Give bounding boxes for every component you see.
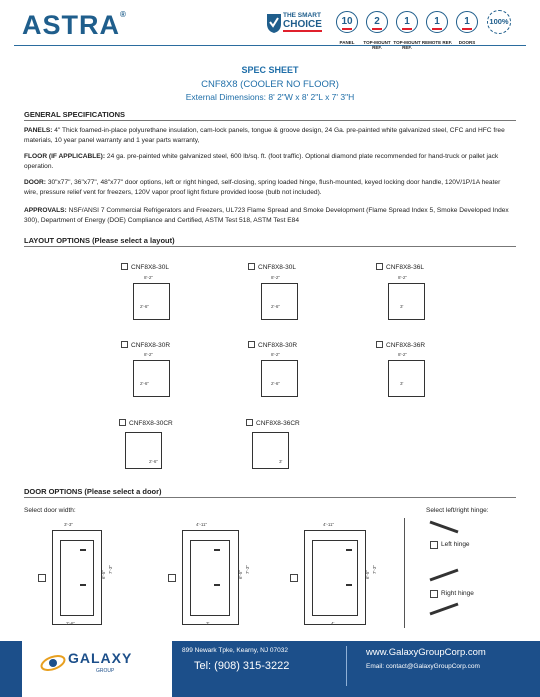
layout-option-label: CNF8X8-30CR <box>129 420 173 427</box>
left-hinge-label: Left hinge <box>441 541 470 548</box>
door-label: DOOR: <box>24 179 46 186</box>
layout-option-label: CNF8X8-36L <box>386 264 424 271</box>
door-top-dimension: 4'-11" <box>196 522 208 527</box>
door-width-checkbox[interactable] <box>38 574 46 582</box>
footer-website[interactable]: www.GalaxyGroupCorp.com <box>366 647 486 658</box>
smart-choice-badge <box>266 11 324 37</box>
checkbox[interactable] <box>376 263 383 270</box>
width-dimension: 8'-2" <box>398 352 407 357</box>
door-height-dimension: 6'-5" <box>238 570 243 579</box>
warranty-badge-doors: 1 <box>456 11 478 33</box>
model-name: CNF8X8 (COOLER NO FLOOR) <box>201 79 339 90</box>
layout-option-label: CNF8X8-36R <box>386 342 426 349</box>
door-handle-icon <box>80 549 86 551</box>
left-hinge-icon <box>428 518 468 536</box>
width-dimension: 8'-2" <box>271 275 280 280</box>
right-hinge-diagram-icon <box>428 600 468 618</box>
layout-plan <box>252 432 289 469</box>
footer-phone[interactable]: Tel: (908) 315-3222 <box>194 660 290 672</box>
layout-option-4[interactable] <box>121 341 170 349</box>
door-bottom-dimension: 4' <box>331 621 335 626</box>
section-divider <box>24 246 516 247</box>
width-dimension: 8'-2" <box>144 352 153 357</box>
checkbox[interactable] <box>248 341 255 348</box>
door-height-dimension: 7'-3" <box>245 565 250 574</box>
door-height-dimension: 7'-3" <box>108 565 113 574</box>
approvals-spec <box>24 206 514 226</box>
general-specs-heading: GENERAL SPECIFICATIONS <box>24 110 125 119</box>
panels-label: PANELS: <box>24 127 53 134</box>
smart-choice-line1: THE SMART <box>283 12 321 19</box>
layout-option-label: CNF8X8-36CR <box>256 420 300 427</box>
door-top-dimension: 3'-3" <box>64 522 73 527</box>
right-hinge-checkbox[interactable] <box>430 590 438 598</box>
width-dimension: 8'-2" <box>398 275 407 280</box>
section-divider <box>24 497 516 498</box>
warranty-caption: TOP-MOUNT REF. <box>363 40 391 50</box>
spec-sheet-title: SPEC SHEET <box>241 65 299 75</box>
door-top-dimension: 4'-11" <box>323 522 335 527</box>
hundred-percent-badge: 100% <box>487 10 511 34</box>
door-width-checkbox[interactable] <box>290 574 298 582</box>
layout-option-label: CNF8X8-30R <box>131 342 171 349</box>
door-dimension: 2'-6" <box>140 381 149 386</box>
layout-option-label: CNF8X8-30L <box>131 264 169 271</box>
door-spec <box>24 178 514 198</box>
door-height-dimension: 6'-5" <box>101 570 106 579</box>
checkbox[interactable] <box>376 341 383 348</box>
door-handle-icon <box>214 549 220 551</box>
door-leaf <box>60 540 94 616</box>
checkbox[interactable] <box>121 263 128 270</box>
door-handle-icon <box>214 584 220 586</box>
left-hinge-checkbox[interactable] <box>430 541 438 549</box>
door-handle-icon <box>80 584 86 586</box>
galaxy-group-label: GROUP <box>96 668 115 674</box>
layout-plan <box>133 283 170 320</box>
warranty-badge-topmount-2: 1 <box>396 11 418 33</box>
door-text: 30"x77", 36"x77", 48"x77" door options, left or right hinged, self-closing, spring loaded hinge, flush-mounted, keyed locking door handle, 120V/1P/1A heater wire, pressure relief vent for freezers, 120V vapor proof light fixture provided loose (bulb not included). <box>24 179 501 196</box>
width-dimension: 8'-2" <box>144 275 153 280</box>
door-bottom-dimension: 2'-6" <box>66 621 75 626</box>
astra-logo: ASTRA® <box>22 10 127 40</box>
floor-spec <box>24 152 514 172</box>
floor-text: 24 ga. pre-painted white galvanized steel, 600 lb/sq. ft. (foot traffic). Optional diamond plate recommended for hand-truck or pallet jack operation. <box>24 153 499 170</box>
layout-option-6[interactable] <box>376 341 425 349</box>
select-door-width-label: Select door width: <box>24 507 76 514</box>
layout-option-2[interactable] <box>248 263 296 271</box>
panels-spec <box>24 126 514 146</box>
door-height-dimension: 7'-3" <box>372 565 377 574</box>
door-dimension: 3' <box>279 459 283 464</box>
section-divider <box>24 120 516 121</box>
layout-options-heading: LAYOUT OPTIONS (Please select a layout) <box>24 236 175 245</box>
door-width-checkbox[interactable] <box>168 574 176 582</box>
external-dimensions: External Dimensions: 8' 2"W x 8' 2"L x 7' 3"H <box>185 92 355 102</box>
width-dimension: 8'-2" <box>271 352 280 357</box>
right-hinge-icon <box>428 566 468 584</box>
door-height-dimension: 6'-5" <box>365 570 370 579</box>
warranty-caption: PANEL <box>339 40 355 45</box>
door-dimension: 3' <box>400 381 404 386</box>
door-leaf <box>190 540 230 616</box>
layout-option-5[interactable] <box>248 341 297 349</box>
select-hinge-label: Select left/right hinge: <box>426 507 489 514</box>
door-dimension: 2'-6" <box>140 304 149 309</box>
warranty-badge-topmount: 2 <box>366 11 388 33</box>
door-handle-icon <box>346 549 352 551</box>
layout-option-7[interactable] <box>119 419 173 427</box>
layout-plan <box>388 283 425 320</box>
layout-plan <box>261 360 298 397</box>
layout-option-8[interactable] <box>246 419 300 427</box>
layout-plan <box>388 360 425 397</box>
right-hinge-label: Right hinge <box>441 590 474 597</box>
footer-divider <box>346 646 347 686</box>
approvals-text: NSF/ANSI 7 Commercial Refrigerators and Freezers, UL723 Flame Spread and Smoke Development (Flame Spread Index 5, Smoke Developed Index 300), Department of Energy (DOE) Compliance and Certified, ASTM Test 518, ASTM Test E84 <box>24 207 509 224</box>
footer-address: 899 Newark Tpke, Kearny, NJ 07032 <box>182 647 288 654</box>
warranty-badge-remote: 1 <box>426 11 448 33</box>
warranty-caption: DOORS <box>458 40 476 45</box>
approvals-label: APPROVALS: <box>24 207 67 214</box>
layout-plan <box>133 360 170 397</box>
layout-plan <box>261 283 298 320</box>
layout-option-label: CNF8X8-30R <box>258 342 298 349</box>
galaxy-logo-icon <box>40 650 66 676</box>
hinge-divider <box>404 518 405 628</box>
door-handle-icon <box>346 584 352 586</box>
layout-option-1[interactable] <box>121 263 169 271</box>
checkmark-shield-icon <box>266 12 282 34</box>
door-dimension: 2'-6" <box>271 304 280 309</box>
smart-choice-line2: CHOICE <box>283 19 322 30</box>
layout-option-3[interactable] <box>376 263 424 271</box>
galaxy-brand: GALAXY <box>68 650 133 666</box>
warranty-caption: TOP-MOUNT REF. <box>393 40 421 50</box>
header-divider <box>14 45 526 46</box>
door-leaf <box>312 540 358 616</box>
door-dimension: 3' <box>400 304 404 309</box>
door-options-heading: DOOR OPTIONS (Please select a door) <box>24 487 162 496</box>
panels-text: 4" Thick foamed-in-place polyurethane insulation, cam-lock panels, tongue & groove design, 24 Ga. pre-painted white galvanized steel, CFC and HFC free materials, 10 year panel warranty and 1 year parts warranty, <box>24 127 505 144</box>
floor-label: FLOOR (IF APPLICABLE): <box>24 153 106 160</box>
door-dimension: 2'-6" <box>149 459 158 464</box>
door-bottom-dimension: 3' <box>206 621 210 626</box>
footer-email[interactable]: Email: contact@GalaxyGroupCorp.com <box>366 663 480 670</box>
warranty-caption: REMOTE REF. <box>421 40 453 45</box>
checkbox[interactable] <box>121 341 128 348</box>
checkbox[interactable] <box>119 419 126 426</box>
warranty-badge-panel: 10 <box>336 11 358 33</box>
layout-option-label: CNF8X8-30L <box>258 264 296 271</box>
checkbox[interactable] <box>246 419 253 426</box>
checkbox[interactable] <box>248 263 255 270</box>
door-dimension: 2'-6" <box>271 381 280 386</box>
